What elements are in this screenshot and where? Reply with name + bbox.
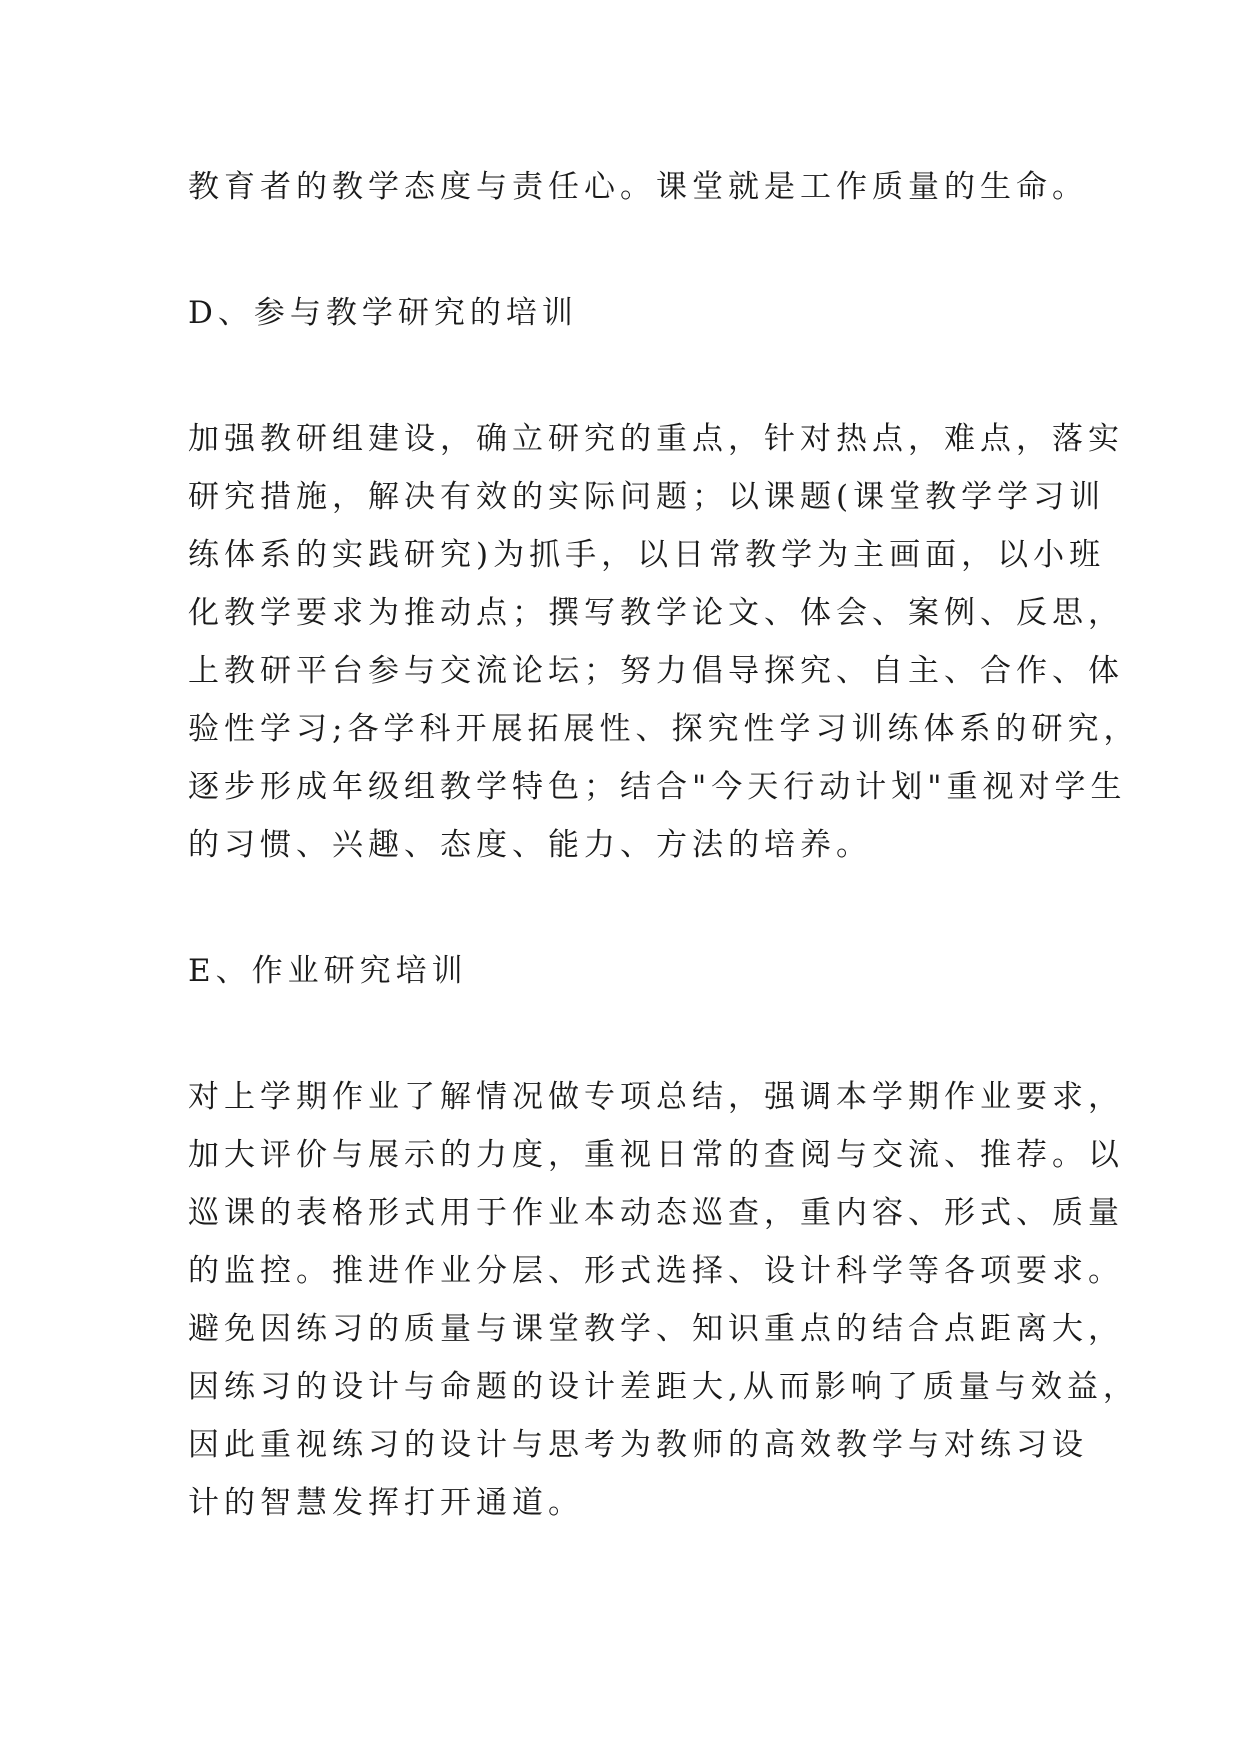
text-line: 因练习的设计与命题的设计差距大,从而影响了质量与效益， [188, 1369, 1139, 1405]
section-heading-d [188, 284, 1068, 342]
text-line: 的习惯、兴趣、态度、能力、方法的培养。 [188, 827, 872, 863]
text-line: 逐步形成年级组教学特色；结合"今天行动计划"重视对学生 [188, 769, 1127, 805]
section-heading-e [188, 942, 1068, 1000]
text-line: 加强教研组建设，确立研究的重点，针对热点，难点，落实 [188, 421, 1124, 457]
text-line: 验性学习;各学科开展拓展性、探究性学习训练体系的研究， [188, 711, 1140, 747]
paragraph-teaching-research [188, 410, 1140, 874]
paragraph-homework-research [188, 1068, 1139, 1532]
text-line: 上教研平台参与交流论坛；努力倡导探究、自主、合作、体 [188, 653, 1124, 689]
heading-text: E、作业研究培训 [188, 953, 468, 989]
text-line: 对上学期作业了解情况做专项总结，强调本学期作业要求， [188, 1079, 1124, 1115]
document-body [188, 158, 1140, 1532]
text-line: 巡课的表格形式用于作业本动态巡查，重内容、形式、质量 [188, 1195, 1124, 1231]
text-line: 练体系的实践研究)为抓手，以日常教学为主画面，以小班 [188, 537, 1106, 573]
paragraph-intro-tail [188, 158, 1088, 216]
text-line: 因此重视练习的设计与思考为教师的高效教学与对练习设 [188, 1427, 1088, 1463]
heading-text: D、参与教学研究的培训 [188, 295, 578, 331]
text-line: 计的智慧发挥打开通道。 [188, 1485, 584, 1521]
text-line: 研究措施，解决有效的实际问题；以课题(课堂教学学习训 [188, 479, 1106, 515]
text-line: 化教学要求为推动点；撰写教学论文、体会、案例、反思， [188, 595, 1124, 631]
text-line: 教育者的教学态度与责任心。课堂就是工作质量的生命。 [188, 169, 1088, 205]
text-line: 的监控。推进作业分层、形式选择、设计科学等各项要求。 [188, 1253, 1124, 1289]
text-line: 加大评价与展示的力度，重视日常的查阅与交流、推荐。以 [188, 1137, 1124, 1173]
text-line: 避免因练习的质量与课堂教学、知识重点的结合点距离大， [188, 1311, 1124, 1347]
